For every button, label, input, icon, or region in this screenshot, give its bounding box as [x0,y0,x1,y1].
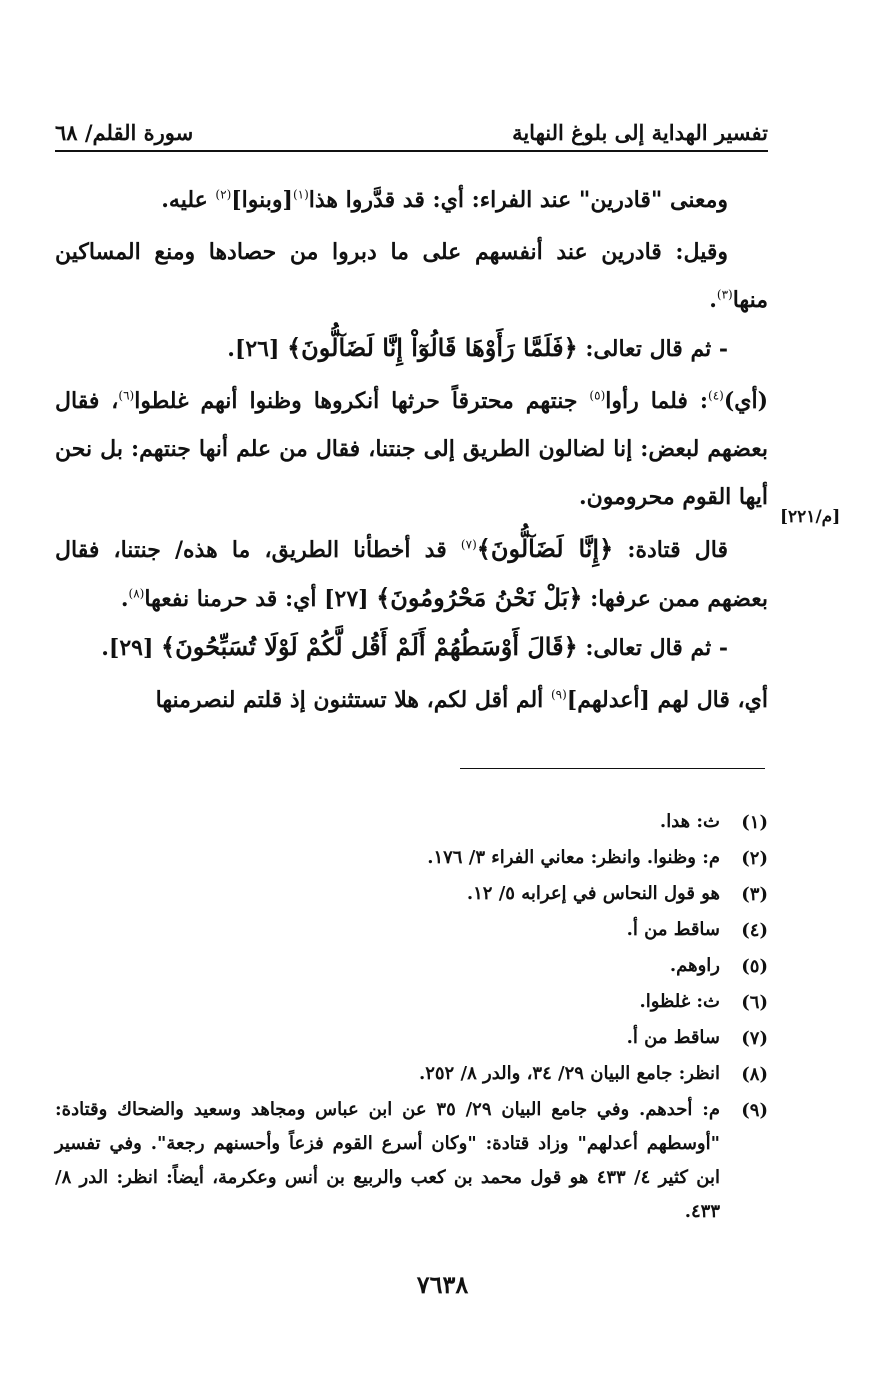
footnote-number: (٦) [741,992,768,1013]
quran-verse: ﴿بَلْ نَحْنُ مَحْرُومُونَ﴾ [376,583,583,612]
footnote [55,1021,768,1057]
page-number: ٧٦٣٨ [416,1270,469,1299]
footnote-text: ث: غلظوا. [639,991,720,1012]
paragraph-7: أي، قال لهم [أعدلهم]$^{(٩)}$ ألم أقل لكم، هلا تستثنون إذ قلتم لنصرمنها [155,687,768,713]
footnote-ref-2: (٢) [215,187,232,202]
manuscript-margin-note: [م/٢٢١] [780,507,841,527]
main-text [55,176,768,724]
footnote-number: (١) [741,812,768,833]
book-title: تفسير الهداية إلى بلوغ النهاية [512,120,768,145]
footnote-ref-6: (٦) [118,388,135,403]
footnote-number: (٣) [741,884,768,905]
footnote-ref-9: (٩) [550,687,567,702]
footnote-ref-8: (٨) [128,586,145,601]
footnote-number: (٢) [741,848,768,869]
footnote-divider [460,768,765,769]
footnote-text: ساقط من أ. [626,919,720,940]
footnote [55,805,768,841]
footnote-text: م: وظنوا. وانظر: معاني الفراء ٣/ ١٧٦. [427,847,720,868]
footnote-text: ساقط من أ. [626,1027,720,1048]
footnote-text: م: أحدهم. وفي جامع البيان ٢٩/ ٣٥ عن ابن عباس ومجاهد وسعيد والضحاك وقتادة: "أوسطهم أعدلهم" وزاد قتادة: "وكان أسرع القوم فزعاً وأحسنهم رجعة". وفي تفسير ابن كثير ٤/ ٤٣٣ هو قول محمد بن كعب والربيع بن أنس وعكرمة، أيضاً: انظر: الدر ٨/ ٤٣٣. [55,1099,720,1222]
footnote [55,949,768,985]
paragraph-2: وقيل: قادرين عند أنفسهم على ما دبروا من حصادها ومنع المساكين منها$^{(٣)}$. [55,239,768,313]
footnote-text: ث: هدا. [659,811,720,832]
footnote-ref-4: (٤) [708,388,724,403]
footnote-text: راوهم. [669,955,720,976]
header-divider [55,150,768,152]
footnote-ref-5: (٥) [589,388,606,403]
paragraph-1: ومعنى "قادرين" عند الفراء: أي: قد قدَّروا هذا$^{(١)}$[وبنوا]$^{(٢)}$ عليه. [161,187,728,213]
footnote [55,985,768,1021]
footnote [55,1057,768,1093]
footnote-number: (٧) [741,1028,768,1049]
paragraph-5: قال قتادة: ﴿إِنَّا لَضَآلُّونَ﴾$^{(٧)}$ قد أخطأنا الطريق، ما هذه/ جنتنا، فقال بعضهم ممن عرفها: ﴿بَلْ نَحْنُ مَحْرُومُونَ﴾ [٢٧] أي: قد حرمنا نفعها$^{(٨)}$. [55,534,768,612]
footnote-number: (٤) [741,920,768,941]
footnote-text: هو قول النحاس في إعرابه ٥/ ١٢. [466,883,720,904]
paragraph-4: (أي)$^{(٤)}$: فلما رأوا$^{(٥)}$ جنتهم محترقاً حرثها أنكروها وظنوا أنهم غلطوا$^{(٦)}$، فقال بعضهم لبعض: إنا لضالون الطريق إلى جنتنا، فقال من علم أنها جنتهم: بل نحن أيها القوم محرومون. [55,388,768,510]
footnote-ref-3: (٣) [716,287,733,302]
footnote-ref-7: (٧) [460,537,477,552]
footnote-number: (٨) [741,1064,768,1085]
paragraph-6: - ثم قال تعالى: ﴿قَالَ أَوْسَطُهُمْ أَلَمْ أَقُل لَّكُمْ لَوْلَا تُسَبِّحُونَ﴾ [٢٩]. [101,632,728,661]
footnote [55,1093,768,1229]
footnote-number: (٥) [741,956,768,977]
quran-verse: ﴿قَالَ أَوْسَطُهُمْ أَلَمْ أَقُل لَّكُمْ لَوْلَا تُسَبِّحُونَ﴾ [161,632,578,661]
footnote [55,841,768,877]
footnotes [55,805,768,1229]
footnote [55,877,768,913]
quran-verse: ﴿فَلَمَّا رَأَوْهَا قَالُوٓاْ إِنَّا لَضَآلُّونَ﴾ [287,333,578,362]
footnote-text: انظر: جامع البيان ٢٩/ ٣٤، والدر ٨/ ٢٥٢. [418,1063,720,1084]
surah-reference: سورة القلم/ ٦٨ [55,120,194,145]
footnote-ref-1: (١) [292,187,309,202]
paragraph-3: - ثم قال تعالى: ﴿فَلَمَّا رَأَوْهَا قَالُوٓاْ إِنَّا لَضَآلُّونَ﴾ [٢٦]. [227,333,728,362]
running-header [55,108,768,148]
footnote [55,913,768,949]
quran-verse: ﴿إِنَّا لَضَآلُّونَ﴾ [476,534,614,563]
footnote-number: (٩) [741,1100,768,1121]
